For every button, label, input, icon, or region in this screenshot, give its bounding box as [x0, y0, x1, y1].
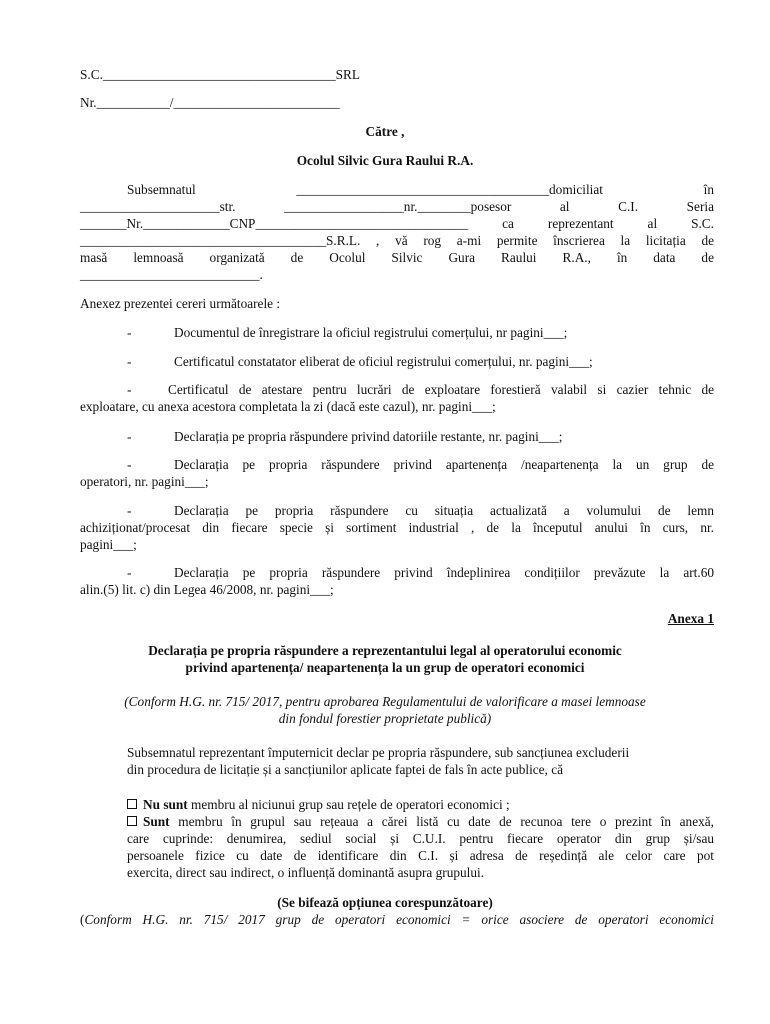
list-item-cont: operatori, nr. pagini___; — [80, 474, 209, 489]
intro-line-5: masă lemnoasă organizată de Ocolul Silvic Gura Raului R.A., în data de — [80, 250, 714, 265]
addressee-org: Ocolul Silvic Gura Raului R.A. — [296, 153, 474, 168]
list-item: Declarația pe propria răspundere cu situația actualizată a volumului de lemn — [174, 503, 714, 518]
checkbox-member[interactable] — [127, 816, 137, 826]
list-item-dash: - — [127, 565, 132, 580]
group-definition-text: Conform H.G. nr. 715/ 2017 grup de operatori economici = orice asociere de operatori economici — [84, 912, 714, 927]
list-item: Declarația pe propria răspundere privind îndeplinirea condițiilor prevăzute la art.60 — [174, 565, 714, 580]
annex-label: Anexa 1 — [667, 611, 714, 626]
list-item-cont: exploatare, cu anexa acestora completata la zi (dacă este cazul), nr. pagini___; — [80, 399, 496, 414]
annex-title-line-2: privind apartenența/ neapartenența la un grup de operatori economici — [185, 660, 585, 675]
list-item-cont: achiziționat/procesat din fiecare specie și sortiment industrial , de la începutul anului în curs, nr. — [80, 520, 714, 535]
list-item: Certificatul de atestare pentru lucrări de exploatare forestieră valabil si cazier tehnic de — [168, 382, 714, 397]
option-member-cont: exercita, direct sau indirect, o influență dominantă asupra grupului. — [127, 865, 485, 880]
list-item-dash: - — [127, 457, 132, 472]
intro-line-4: _____________________________________S.R.L. , vă rog a-mi permite înscrierea la licitația de — [80, 233, 714, 248]
option-member-bold: Sunt — [143, 814, 170, 829]
annex-reference-line-2: din fondul forestier proprietate publică) — [278, 711, 492, 726]
option-member-cont: care cuprinde: denumirea, sediul social și C.U.I. pentru fiecare operator din grup și/sau — [127, 831, 714, 846]
intro-line-6: ___________________________. — [80, 267, 263, 282]
list-item-dash: - — [127, 429, 132, 444]
sc-line: S.C.___________________________________SRL — [80, 67, 360, 82]
declaration-line-2: din procedura de licitație și a sancțiunilor aplicate faptei de fals în acte publice, că — [127, 762, 564, 777]
option-not-member-text: membru al niciunui grup sau rețele de operatori economici ; — [187, 797, 510, 812]
addressee-to: Către , — [365, 124, 405, 139]
declaration-line-1: Subsemnatul reprezentant împuternicit declar pe propria răspundere, sub sancțiunea excluderii — [127, 745, 630, 760]
list-item-dash: - — [127, 503, 132, 518]
annex-reference-line-1: (Conform H.G. nr. 715/ 2017, pentru aprobarea Regulamentului de valorificare a masei lemnoase — [124, 694, 646, 709]
list-item: Declarația pe propria răspundere privind apartenența /neapartenența la un grup de — [174, 457, 714, 472]
list-item: Documentul de înregistrare la oficiul registrului comerțului, nr pagini___; — [174, 325, 568, 340]
group-definition-paren: ( — [80, 912, 85, 927]
intro-line-1: Subsemnatul ______________________________________domiciliat în — [127, 182, 714, 197]
annex-title-line-1: Declarația pe propria răspundere a reprezentantului legal al operatorului economic — [148, 643, 622, 658]
list-item-dash: - — [127, 325, 132, 340]
list-item-cont: pagini___; — [80, 537, 137, 552]
option-member-cont: persoanele fizice cu date de identificare din C.I. și adresa de reședință ale celor care pot — [127, 848, 714, 863]
select-option-note: (Se bifează opțiunea corespunzătoare) — [277, 895, 493, 910]
option-not-member — [127, 796, 510, 813]
list-item-dash: - — [127, 382, 132, 397]
intro-line-3: _______Nr._____________CNP________________________________ ca reprezentant al S.C. — [80, 216, 714, 231]
nr-line: Nr.___________/_________________________ — [80, 95, 340, 110]
checkbox-not-member[interactable] — [127, 799, 137, 809]
option-not-member-bold: Nu sunt — [143, 797, 188, 812]
group-definition — [80, 911, 714, 928]
annex-intro: Anexez prezentei cereri următoarele : — [80, 296, 281, 311]
option-member — [127, 813, 714, 830]
list-item: Certificatul constatator eliberat de oficiul registrului comerțului, nr. pagini___; — [174, 354, 593, 369]
intro-line-2: _____________________str. __________________nr.________posesor al C.I. Seria — [80, 199, 714, 214]
list-item-dash: - — [127, 354, 132, 369]
option-member-text: membru în grupul sau rețeaua a cărei listă cu date de recunoa tere o prezint în anexă, — [169, 814, 714, 829]
list-item: Declarația pe propria răspundere privind datoriile restante, nr. pagini___; — [174, 429, 563, 444]
list-item-cont: alin.(5) lit. c) din Legea 46/2008, nr. pagini___; — [80, 582, 334, 597]
